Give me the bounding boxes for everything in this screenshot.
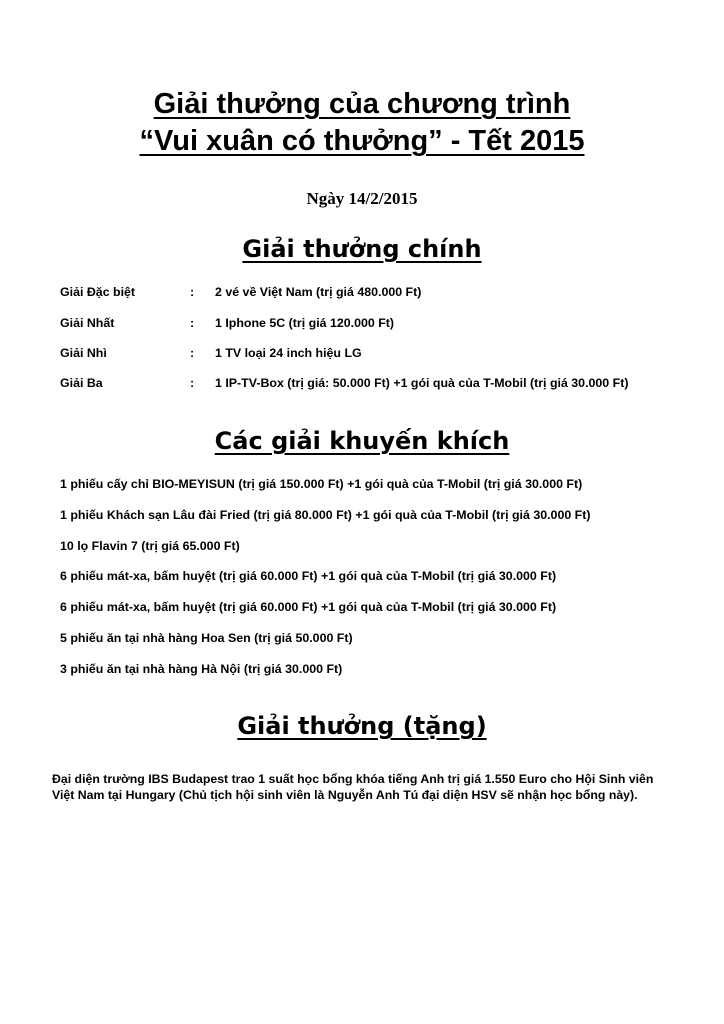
prize-name: Giải Nhì: [60, 346, 107, 360]
list-item: 6 phiếu mát-xa, bấm huyệt (trị giá 60.000 Ft) +1 gói quà của T-Mobil (trị giá 30.000 Ft): [60, 569, 557, 583]
document-title-line-2: “Vui xuân có thưởng” - Tết 2015: [139, 125, 585, 157]
list-item: 3 phiếu ăn tại nhà hàng Hà Nội (trị giá 30.000 Ft): [60, 662, 343, 676]
list-item: 1 phiếu Khách sạn Lâu đài Fried (trị giá 80.000 Ft) +1 gói quà của T-Mobil (trị giá 30.000 Ft): [60, 508, 591, 522]
gift-heading: Giải thưởng (tặng): [237, 712, 487, 740]
prize-separator: :: [190, 285, 195, 299]
prize-name: Giải Đặc biệt: [60, 285, 136, 299]
list-item: 6 phiếu mát-xa, bấm huyệt (trị giá 60.000 Ft) +1 gói quà của T-Mobil (trị giá 30.000 Ft): [60, 600, 557, 614]
prize-separator: :: [190, 346, 195, 360]
prize-separator: :: [190, 376, 195, 390]
list-item: 1 phiếu cấy chỉ BIO-MEYISUN (trị giá 150.000 Ft) +1 gói quà của T-Mobil (trị giá 30.000 Ft): [60, 477, 583, 491]
encouragement-heading: Các giải khuyến khích: [214, 427, 510, 455]
list-item: 5 phiếu ăn tại nhà hàng Hoa Sen (trị giá 50.000 Ft): [60, 631, 353, 645]
main-prizes-heading: Giải thưởng chính: [242, 235, 482, 263]
document-title-line-1: Giải thưởng của chương trình: [153, 88, 571, 120]
prize-description: 1 Iphone 5C (trị giá 120.000 Ft): [215, 316, 395, 330]
prize-description: 2 vé về Việt Nam (trị giá 480.000 Ft): [215, 285, 422, 299]
prize-description: 1 IP-TV-Box (trị giá: 50.000 Ft) +1 gói quà của T-Mobil (trị giá 30.000 Ft): [215, 376, 629, 390]
list-item: 10 lọ Flavin 7 (trị giá 65.000 Ft): [60, 539, 240, 553]
prize-name: Giải Nhất: [60, 316, 115, 330]
prize-name: Giải Ba: [60, 376, 103, 390]
prize-separator: :: [190, 316, 195, 330]
gift-paragraph: Đại diện trường IBS Budapest trao 1 suất học bổng khóa tiếng Anh trị giá 1.550 Euro cho Hội Sinh viên Việt Nam tại Hungary (Chủ tịch hội sinh viên là Nguyễn Anh Tú đại diện HSV sẽ nhận học bổng này).: [52, 772, 654, 802]
document-date: Ngày 14/2/2015: [306, 189, 418, 208]
prize-description: 1 TV loại 24 inch hiệu LG: [215, 346, 362, 360]
